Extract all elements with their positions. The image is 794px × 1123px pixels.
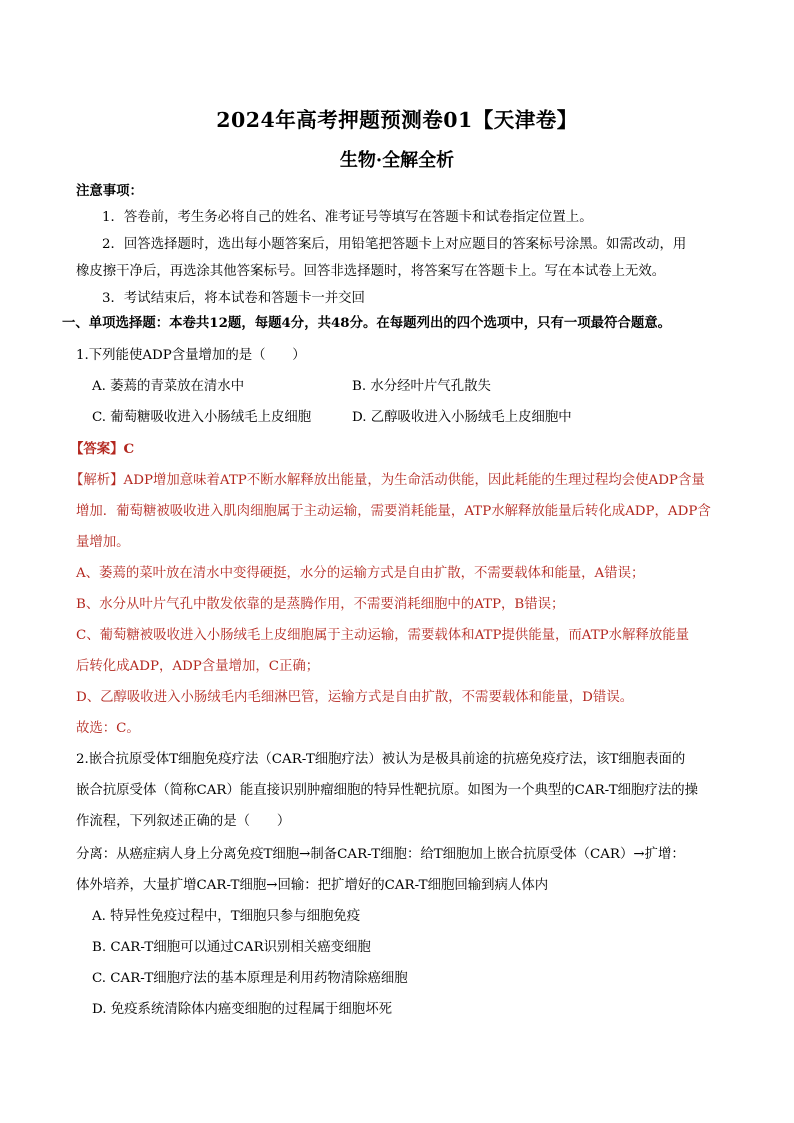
q1-option-b: B. 水分经叶片气孔散失 [352, 379, 491, 394]
q2-option-c: C. CAR-T细胞疗法的基本原理是利用药物清除癌细胞 [92, 971, 408, 986]
q1-stem: 1.下列能使ADP含量增加的是（ ） [76, 348, 306, 363]
q2-stem-line-2: 嵌合抗原受体（简称CAR）能直接识别肿瘤细胞的特异性靶抗原。如图为一个典型的CAR-T细胞疗法的操 [76, 783, 698, 798]
q1-explanation-b: B、水分从叶片气孔中散发依靠的是蒸腾作用，不需要消耗细胞中的ATP，B错误； [76, 597, 565, 612]
q1-analysis-line-3: 量增加。 [76, 535, 130, 550]
q2-flow-line-2: 体外培养，大量扩增CAR-T细胞→回输：把扩增好的CAR-T细胞回输到病人体内 [76, 878, 549, 893]
q2-option-a: A. 特异性免疫过程中，T细胞只参与细胞免疫 [92, 909, 361, 924]
page-subtitle: 生物·全解全析 [339, 150, 455, 171]
q1-explanation-a: A、萎蔫的菜叶放在清水中变得硬挺，水分的运输方式是自由扩散，不需要载体和能量，A错误； [76, 566, 645, 581]
q1-option-d: D. 乙醇吸收进入小肠绒毛上皮细胞中 [352, 410, 572, 425]
notice-item-2b: 橡皮擦干净后，再选涂其他答案标号。回答非选择题时，将答案写在答题卡上。写在本试卷上无效。 [76, 264, 666, 279]
q1-conclusion: 故选：C。 [76, 721, 140, 736]
q1-analysis-line-1: 【解析】ADP增加意味着ATP不断水解释放出能量，为生命活动供能，因此耗能的生理过程均会使ADP含量 [70, 473, 705, 488]
q1-explanation-c2: 后转化成ADP，ADP含量增加，C正确； [76, 659, 320, 674]
section-heading: 一、单项选择题：本卷共12题，每题4分，共48分。在每题列出的四个选项中，只有一项最符合题意。 [62, 315, 671, 331]
q2-stem-line-3: 作流程，下列叙述正确的是（ ） [76, 814, 291, 829]
notice-heading: 注意事项： [76, 183, 143, 199]
notice-item-3: 3．考试结束后，将本试卷和答题卡一并交回 [102, 291, 365, 306]
notice-item-1: 1．答卷前，考生务必将自己的姓名、准考证号等填写在答题卡和试卷指定位置上。 [102, 210, 593, 225]
q1-explanation-c1: C、葡萄糖被吸收进入小肠绒毛上皮细胞属于主动运输，需要载体和ATP提供能量，而ATP水解释放能量 [76, 628, 690, 643]
notice-item-2a: 2．回答选择题时，选出每小题答案后，用铅笔把答题卡上对应题目的答案标号涂黑。如需改动，用 [102, 237, 687, 252]
q2-flow-line-1: 分离：从癌症病人身上分离免疫T细胞→制备CAR-T细胞：给T细胞加上嵌合抗原受体（CAR）→扩增： [76, 847, 685, 862]
q1-option-c: C. 葡萄糖吸收进入小肠绒毛上皮细胞 [92, 410, 312, 425]
q1-answer: 【答案】C [70, 441, 135, 457]
q1-analysis-line-2: 增加．葡萄糖被吸收进入肌肉细胞属于主动运输，需要消耗能量，ATP水解释放能量后转化成ADP，ADP含 [76, 504, 711, 519]
q2-option-d: D. 免疫系统清除体内癌变细胞的过程属于细胞坏死 [92, 1002, 392, 1017]
q2-option-b: B. CAR-T细胞可以通过CAR识别相关癌变细胞 [92, 940, 371, 955]
q1-option-a: A. 萎蔫的青菜放在清水中 [92, 379, 245, 394]
q2-stem-line-1: 2.嵌合抗原受体T细胞免疫疗法（CAR-T细胞疗法）被认为是极具前途的抗癌免疫疗法，该T细胞表面的 [76, 752, 686, 767]
page-title: 2024年高考押题预测卷01【天津卷】 [216, 108, 578, 132]
q1-explanation-d: D、乙醇吸收进入小肠绒毛内毛细淋巴管，运输方式是自由扩散，不需要载体和能量，D错误。 [76, 690, 634, 705]
